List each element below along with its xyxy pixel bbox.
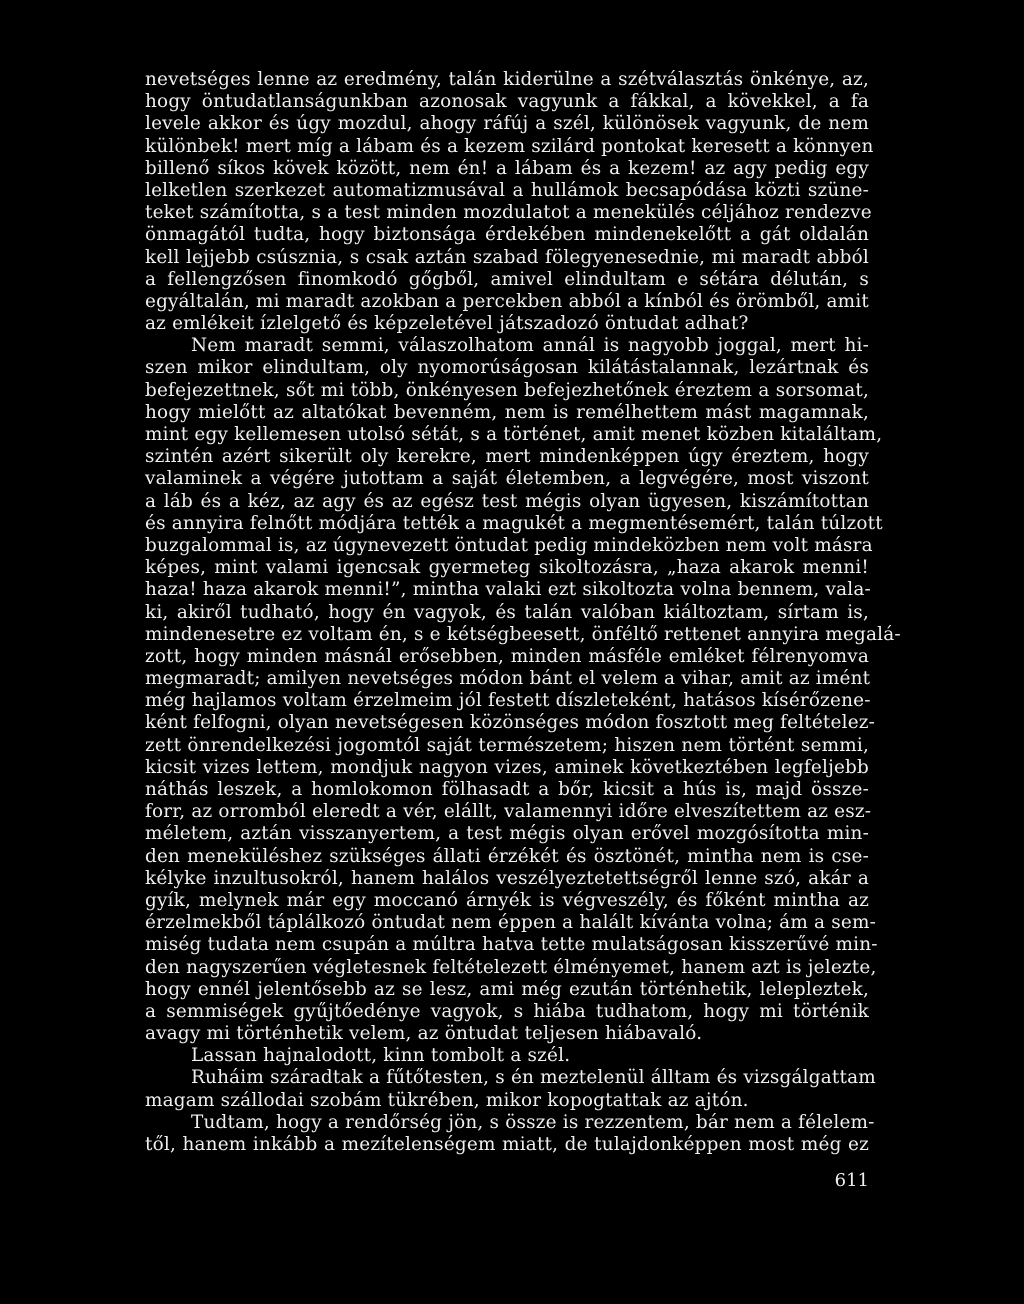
text-line: a semmiségek gyűjtőedénye vagyok, s hiába tudhatom, hogy mi történik [145,1000,869,1022]
text-line: lelketlen szerkezet automatizmusával a hullámok becsapódása közti szüne- [145,179,869,201]
text-line: mint egy kellemesen utolsó sétát, s a történet, amit menet közben kitaláltam, [145,424,883,445]
text-line: befejezettnek, sőt mi több, önkényesen befejezhetőnek éreztem a sorsomat, [145,379,869,401]
text-line: méletem, aztán visszanyertem, a test mégis olyan erővel mozgósította min- [145,823,869,845]
text-line: hogy öntudatlanságunkban azonosak vagyunk a fákkal, a kövekkel, a fa [145,91,869,113]
text-line: den nagyszerűen végletesnek feltételezett élményemet, hanem azt is jelezte, [145,956,877,978]
text-line: den meneküléshez szükséges állati érzékét és ösztönét, mintha nem is cse- [145,845,869,867]
paragraph-start-line: Tudtam, hogy a rendőrség jön, s össze is rezzentem, bár nem a félelem- [191,1111,875,1133]
text-line: egyáltalán, mi maradt azokban a percekben abból a kínból és örömből, amit [145,290,869,312]
text-line: önmagától tudta, hogy biztonsága érdekében mindenekelőtt a gát oldalán [145,224,869,246]
text-line: megmaradt; amilyen nevetséges módon bánt el velem a vihar, amit az imént [145,668,871,690]
text-line: szintén azért sikerült oly kerekre, mert mindenképpen úgy éreztem, hogy [145,446,869,468]
text-line: nevetséges lenne az eredmény, talán kiderülne a szétválasztás önkénye, az, [145,69,869,90]
text-line: levele akkor és úgy mozdul, ahogy ráfúj a szél, különösek vagyunk, de nem [145,113,869,135]
text-line: náthás leszek, a homlokomon fölhasadt a bőr, kicsit a hús is, majd össze- [145,779,869,800]
text-line: gyík, melynek már egy moccanó árnyék is végveszély, és főként mintha az [145,889,869,911]
text-line: képes, mint valami igencsak gyermeteg sikoltozásra, „haza akarok menni! [145,557,869,579]
text-line: az emlékeit ízlelgető és képzeletével játszadozó öntudat adhat? [145,313,749,335]
text-line: kélyke inzultusokról, hanem halálos veszélyeztetettségről lenne szó, akár a [145,867,869,889]
text-line: miség tudata nem csupán a múltra hatva tette mulatságosan kisszerűvé min- [145,934,878,956]
text-line: hogy mielőtt az altatókat bevenném, nem is remélhettem mást magamnak, [145,401,869,423]
text-line: és annyira felnőtt módjára tették a magukét a megmentésemért, talán túlzott [145,512,883,534]
text-line: szen mikor elindultam, oly nyomorúságosan kilátástalannak, lezártnak és [145,357,869,379]
text-line: még hajlamos voltam érzelmeim jól festett díszleteként, hatásos kísérőzene- [145,690,871,712]
text-line: valaminek a végére jutottam a saját életemben, a legvégére, most viszont [145,468,869,490]
text-line: érzelmekből táplálkozó öntudat nem éppen a halált kívánta volna; ám a sem- [145,912,877,934]
text-line: kell lejjebb csúsznia, s csak aztán szabad fölegyenesednie, mi maradt abból [145,246,869,268]
page-number: 611 [834,1170,869,1191]
paragraph-start-line: Nem maradt semmi, válaszolhatom annál is nagyobb joggal, mert hi- [191,335,869,357]
paragraph-start-line: Ruháim száradtak a fűtőtesten, s én meztelenül álltam és vizsgálgattam [191,1067,876,1089]
text-line: zett önrendelkezési jogomtól saját természetem; hiszen nem történt semmi, [145,734,869,756]
text-line: különbek! mert míg a lábam és a kezem szilárd pontokat keresett a könnyen [145,135,874,157]
text-line: ként felfogni, olyan nevetségesen közönséges módon fosztott meg feltételez- [145,712,876,734]
text-line: ki, akiről tudható, hogy én vagyok, és talán valóban kiáltoztam, sírtam is, [145,601,869,623]
text-line: a fellengzősen finomkodó gőgből, amivel elindultam e sétára délután, s [145,268,869,290]
text-line: forr, az orromból eleredt a vér, elállt, valamennyi időre elveszítettem az esz- [145,801,872,823]
text-line: teket számította, s a test minden mozdulatot a menekülés céljához rendezve [145,202,872,224]
text-line: avagy mi történhetik velem, az öntudat teljesen hiábavaló. [145,1023,703,1045]
paragraph-start-line: Lassan hajnalodott, kinn tombolt a szél. [191,1045,571,1067]
body-text [145,69,901,1156]
text-line: a láb és a kéz, az agy és az egész test mégis olyan ügyesen, kiszámítottan [145,490,869,512]
text-line: zott, hogy minden másnál erősebben, minden másféle emléket félrenyomva [145,645,869,667]
text-line: haza! haza akarok menni!”, mintha valaki ezt sikoltozta volna bennem, vala- [145,579,871,601]
text-line: kicsit vizes lettem, mondjuk nagyon vizes, aminek következtében legfeljebb [145,756,869,778]
text-line: mindenesetre ez voltam én, s e kétségbeesett, önféltő rettenet annyira megalá- [145,623,901,645]
text-line: billenő síkos kövek között, nem én! a lábam és a kezem! az agy pedig egy [145,157,869,179]
text-line: buzgalommal is, az úgynevezett öntudat pedig mindeközben nem volt másra [145,534,873,556]
text-line: hogy ennél jelentősebb az se lesz, ami még ezután történhetik, lelepleztek, [145,978,869,1000]
text-line: magam szállodai szobám tükrében, mikor kopogtattak az ajtón. [145,1089,749,1111]
text-line: től, hanem inkább a mezítelenségem miatt, de tulajdonképpen most még ez [145,1134,869,1155]
